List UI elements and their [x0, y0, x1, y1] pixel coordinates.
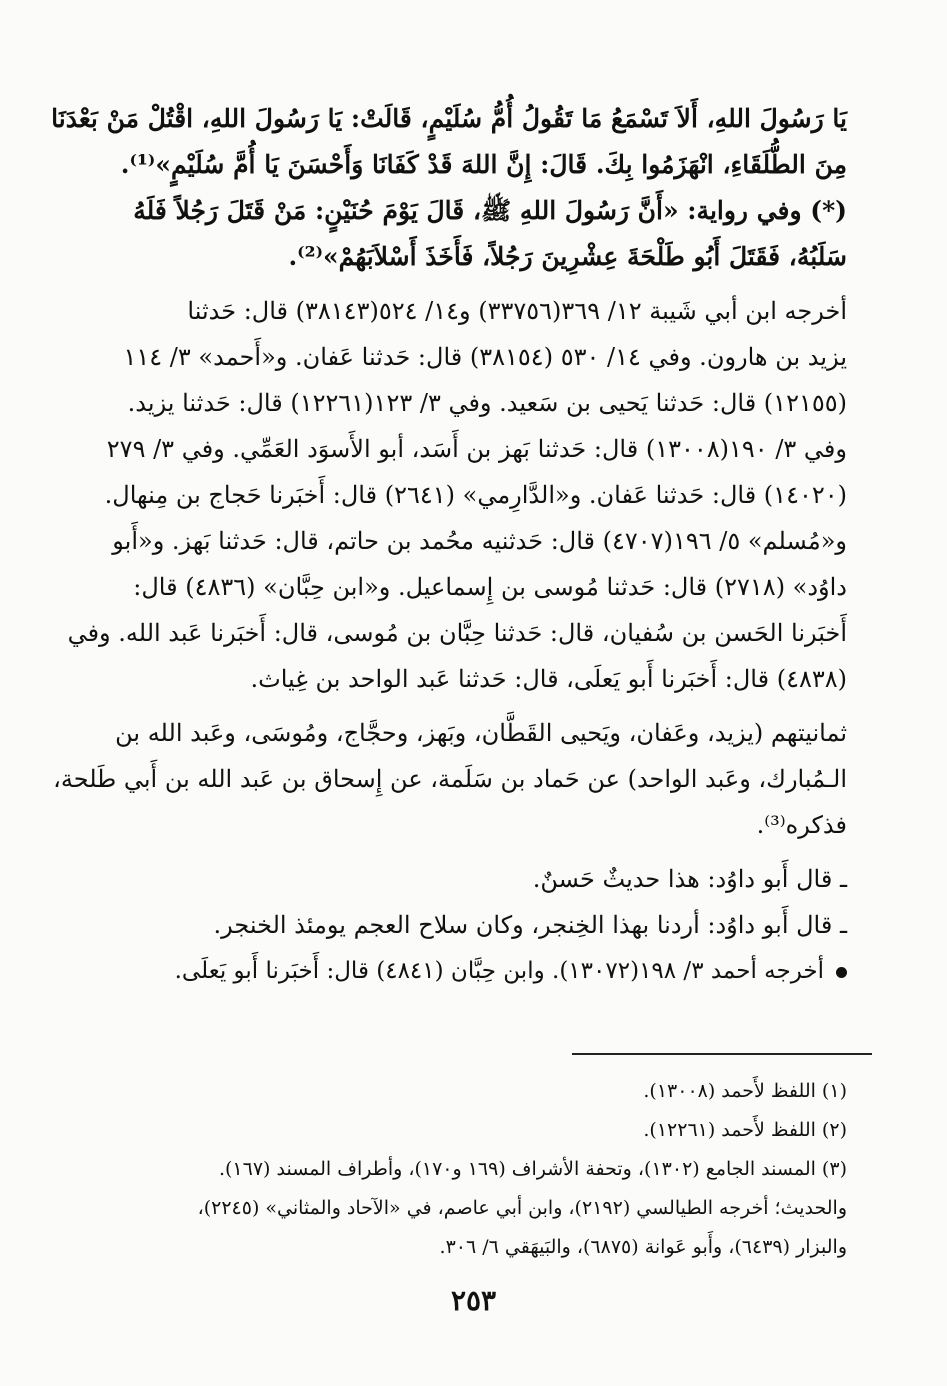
takhrij-line: (١٢١٥٥) قال: حَدثنا يَحيى بن سَعيد. وفي ٣/ ١٢٣(١٢٢٦١) قال: حَدثنا يزيد. — [127, 389, 847, 417]
footnote-2: (٢) اللفظ لأَحمد (١٢٢٦١). — [643, 1119, 847, 1141]
isnad-line: ثمانيتهم (يزيد، وعَفان، ويَحيى القَطَّان، وبَهز، وحجَّاج، ومُوسَى، وعَبد الله بن — [115, 719, 847, 747]
hadith-text — [51, 96, 847, 280]
bullet-icon — [836, 967, 847, 978]
takhrij-line: (٤٨٣٨) قال: أَخبَرنا أَبو يَعلَى، قال: حَدثنا عَبد الواحد بن غِياث. — [250, 665, 847, 693]
takhrij-paragraph — [67, 288, 847, 702]
takhrij-line: يزيد بن هارون. وفي ١٤/ ٥٣٠ (٣٨١٥٤) قال: حَدثنا عَفان. و«أَحمد» ٣/ ١١٤ — [123, 343, 847, 371]
hadith-line: يَا رَسُولَ اللهِ، أَلاَ تَسْمَعُ مَا تَقُولُ أُمُّ سُلَيْمٍ، قَالَتْ: يَا رَسُولَ اللهِ، اقْتُلْ مَنْ بَعْدَنَا — [51, 104, 847, 133]
hadith-line: (*) وفي رواية: «أَنَّ رَسُولَ اللهِ ﷺ، قَالَ يَوْمَ حُنَيْنٍ: مَنْ قَتَلَ رَجُلاً فَلَهُ — [133, 196, 847, 225]
footnote-divider — [572, 1053, 872, 1055]
footnote-1: (١) اللفظ لأَحمد (١٣٠٠٨). — [643, 1080, 847, 1102]
bullet-item — [128, 948, 847, 994]
bullet-text: أخرجه أحمد ٣/ ١٩٨(١٣٠٧٢). وابن حِبَّان (٤٨٤١) قال: أَخبَرنا أَبو يَعلَى. — [174, 958, 824, 984]
footnote-3-continued: والحديث؛ أخرجه الطيالسي (٢١٩٢)، وابن أبي عاصم، في «الآحاد والمثاني» (٢٢٤٥)، — [197, 1197, 847, 1219]
takhrij-line: وفي ٣/ ١٩٠(١٣٠٠٨) قال: حَدثنا بَهز بن أَسَد، أبو الأَسوَد العَمِّي. وفي ٣/ ٢٧٩ — [106, 435, 847, 463]
remarks — [128, 856, 847, 994]
hadith-line: مِنَ الطُّلَقَاءِ، انْهَزَمُوا بِكَ. قَالَ: إِنَّ اللهَ قَدْ كَفَانَا وَأَحْسَنَ يَا أُمَّ سُلَيْمٍ»⁽¹⁾. — [120, 150, 847, 179]
takhrij-line: داوُد» (٢٧١٨) قال: حَدثنا مُوسى بن إِسماعيل. و«ابن حِبَّان» (٤٨٣٦) قال: — [133, 573, 847, 601]
takhrij-line: و«مُسلم» ٥/ ١٩٦(٤٧٠٧) قال: حَدثنيه محُمد بن حاتم، قال: حَدثنا بَهز. و«أَبو — [112, 527, 847, 555]
takhrij-line: أخرجه ابن أبي شَيبة ١٢/ ٣٦٩(٣٣٧٥٦) و١٤/ ٥٢٤(٣٨١٤٣) قال: حَدثنا — [187, 297, 847, 325]
takhrij-line: (١٤٠٢٠) قال: حَدثنا عَفان. و«الدَّارِمي» (٢٦٤١) قال: أَخبَرنا حَجاج بن مِنهال. — [104, 481, 847, 509]
remark-item: ـ قال أَبو داوُد: أردنا بهذا الخِنجر، وكان سلاح العجم يومئذ الخنجر. — [213, 911, 847, 939]
footnote-3-continued: والبزار (٦٤٣٩)، وأَبو عَوانة (٦٨٧٥)، والبَيهَقي ٦/ ٣٠٦. — [439, 1236, 847, 1258]
isnad-line: فذكره⁽³⁾. — [756, 811, 847, 839]
takhrij-line: أَخبَرنا الحَسن بن سُفيان، قال: حَدثنا حِبَّان بن مُوسى، قال: أَخبَرنا عَبد الله. وفي — [67, 619, 847, 647]
page-number: ٢٥٣ — [450, 1284, 497, 1317]
remark-item: ـ قال أَبو داوُد: هذا حديثٌ حَسنٌ. — [532, 865, 847, 893]
isnad-line: الـمُبارك، وعَبد الواحد) عن حَماد بن سَلَمة، عن إِسحاق بن عَبد الله بن أَبي طَلحة، — [53, 765, 847, 793]
hadith-line: سَلَبُهُ، فَقَتَلَ أَبُو طَلْحَةَ عِشْرِينَ رَجُلاً، فَأَخَذَ أَسْلاَبَهُمْ»⁽²⁾. — [288, 242, 847, 271]
footnote-3: (٣) المسند الجامع (١٣٠٢)، وتحفة الأشراف (١٦٩ و١٧٠)، وأطراف المسند (١٦٧). — [218, 1158, 847, 1180]
isnad-paragraph — [53, 710, 847, 848]
footnotes — [128, 1072, 847, 1267]
